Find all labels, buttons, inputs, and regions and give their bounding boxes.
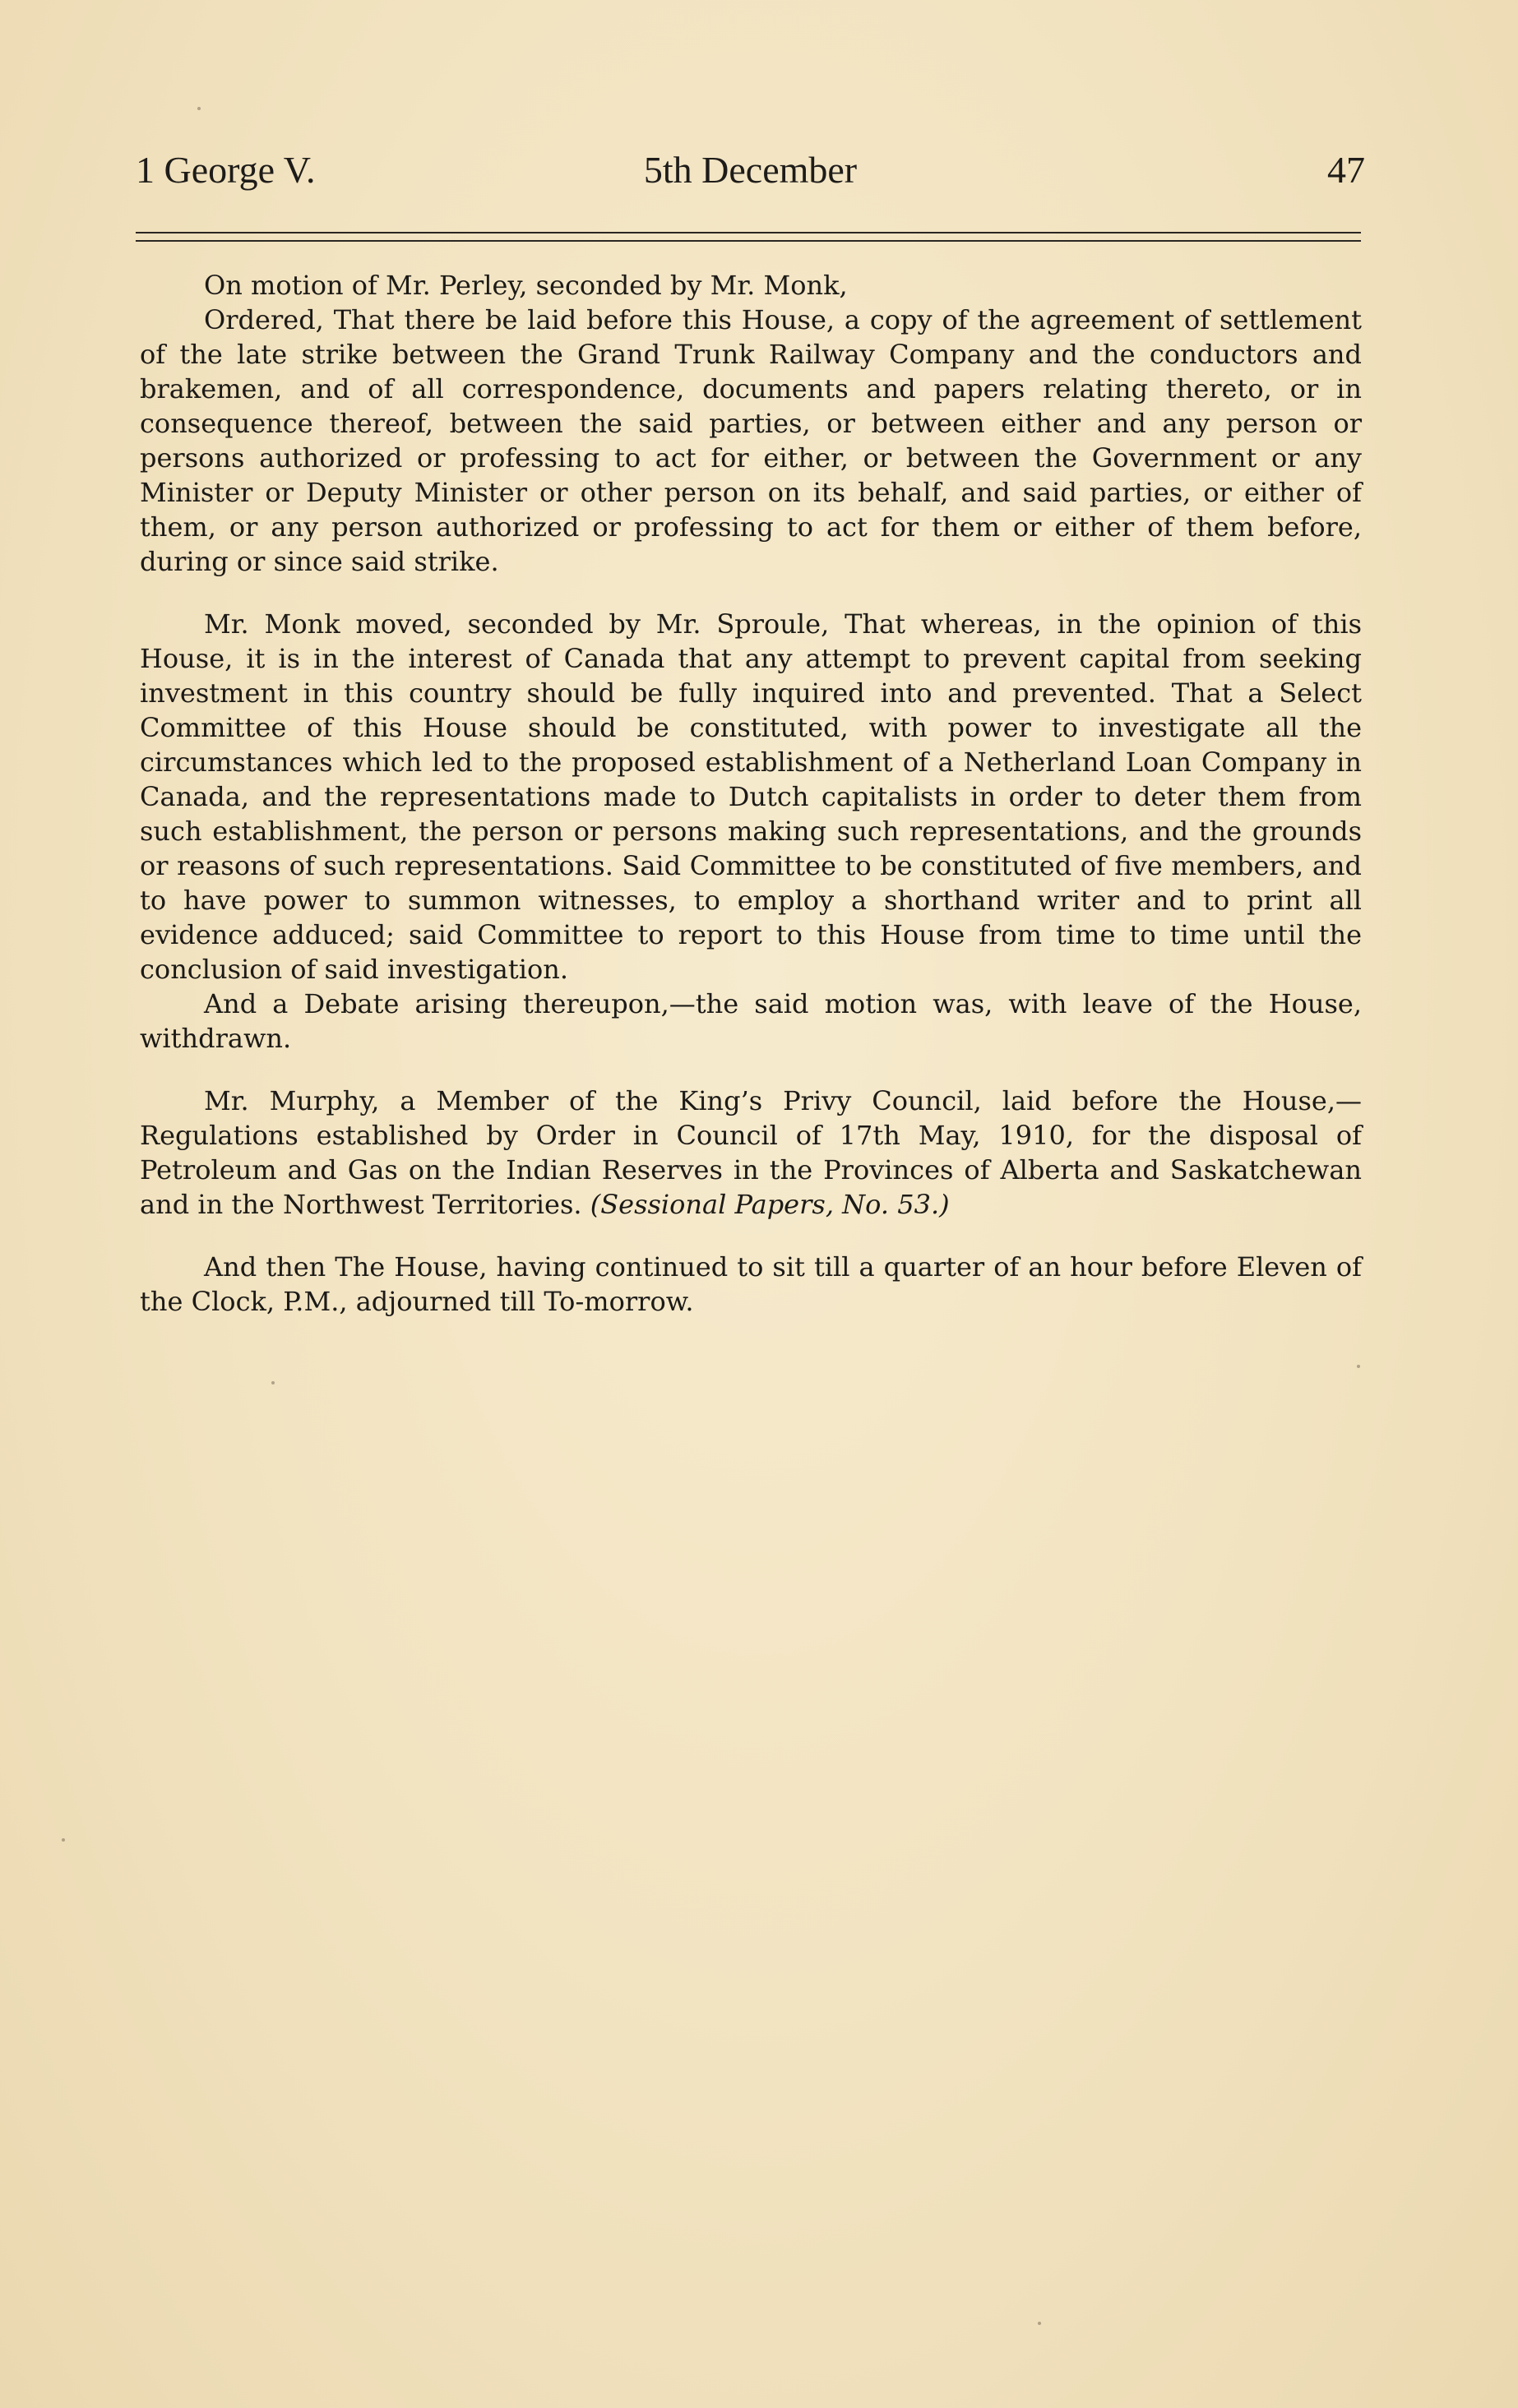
paper-speck <box>1038 2322 1041 2325</box>
header-rule-top <box>136 232 1361 233</box>
debate-paragraph: And a Debate arising thereupon,—the said motion was, with leave of the House, withdrawn. <box>140 988 1362 1054</box>
paper-speck <box>1357 1365 1360 1368</box>
sessional-papers-citation: (Sessional Papers, No. 53.) <box>590 1189 950 1220</box>
journal-body <box>140 268 1362 1319</box>
regnal-year: 1 George V. <box>136 149 316 191</box>
paper-speck <box>197 107 201 110</box>
motion-intro-paragraph: On motion of Mr. Perley, seconded by Mr. Monk, <box>204 270 848 301</box>
murphy-paragraph <box>140 1084 1362 1222</box>
order-paragraph: Ordered, That there be laid before this House, a copy of the agreement of settlement of the late strike between the Grand Trunk Railway Company and the conductors and brakemen, and of all correspondence, documents and papers relating thereto, or in consequence thereof, between the said parties, or between either and any person or persons authorized or professing to act for either, or between the Government or any Minister or Deputy Minister or other person on its behalf, and said parties, or either of them, or any person authorized or professing to act for them or either of them before, during or since said strike. <box>140 304 1362 577</box>
paper-speck <box>62 1838 65 1842</box>
running-head <box>136 148 1365 206</box>
page-number: 47 <box>1327 149 1365 191</box>
monk-motion-paragraph: Mr. Monk moved, seconded by Mr. Sproule, That whereas, in the opinion of this House, it is in the interest of Canada that any attempt to prevent capital from seeking investment in this country should be fully inquired into and prevented. That a Select Committee of this House should be constituted, with power to investigate all the circumstances which led to the proposed establishment of a Netherland Loan Company in Canada, and the representations made to Dutch capitalists in order to deter them from such establishment, the person or persons making such representations, and the grounds or reasons of such representations. Said Committee to be constituted of five members, and to have power to summon witnesses, to employ a shorthand writer and to print all evidence adduced; said Committee to report to this House from time to time until the conclusion of said investigation. <box>140 608 1362 985</box>
paper-speck <box>271 1381 275 1384</box>
murphy-paragraph-text: Mr. Murphy, a Member of the King’s Privy Council, laid before the House,—Regulations established by Order in Council of 17th May, 1910, for the disposal of Petroleum and Gas on the Indian Reserves in the Provinces of Alberta and Saskatchewan and in the Northwest Territories. <box>140 1085 1362 1220</box>
header-rule-bottom <box>136 240 1361 242</box>
page-date: 5th December <box>643 149 858 191</box>
adjournment-paragraph: And then The House, having continued to sit till a quarter of an hour before Eleven of the Clock, P.M., adjourned till To-morrow. <box>140 1251 1362 1317</box>
